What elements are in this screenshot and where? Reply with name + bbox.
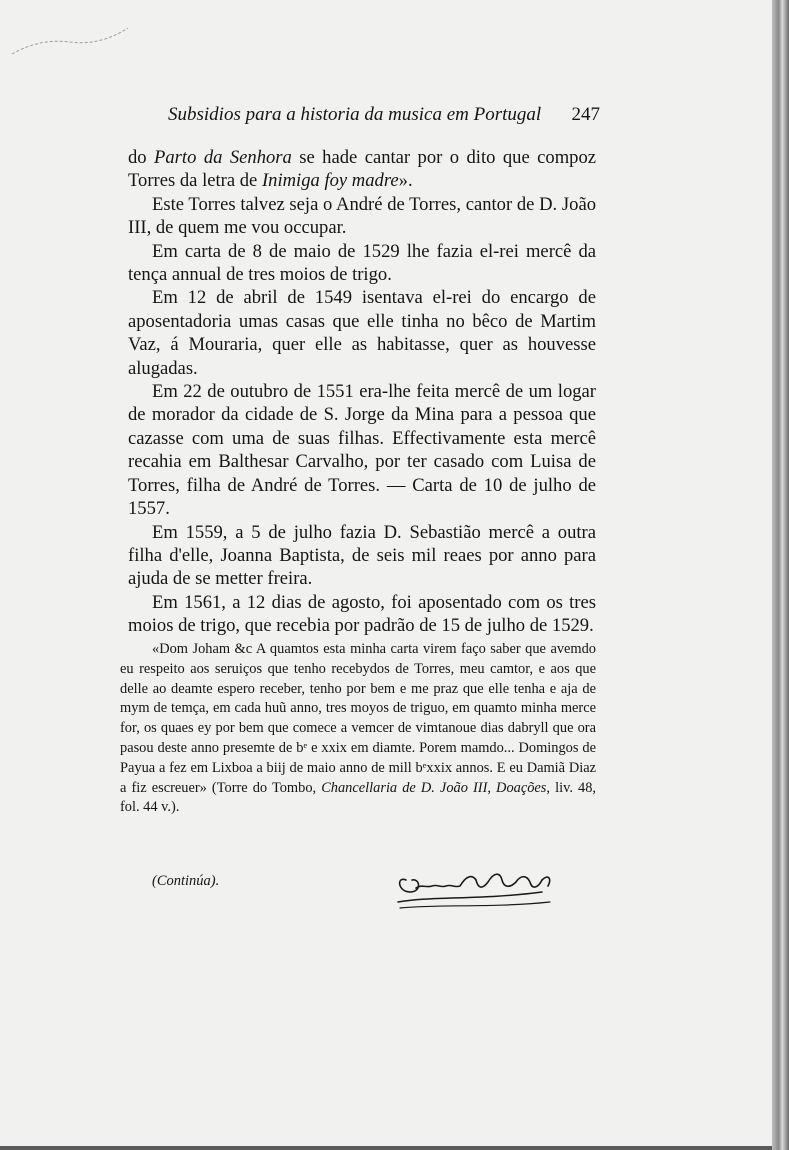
paragraph: Em 12 de abril de 1549 isentava el-rei do encargo de aposentadoria umas casas que elle tinha no bêco de Martim Vaz, á Mouraria, quer elle as habitasse, quer as houvesse alugadas. bbox=[128, 287, 596, 379]
continua-note: (Continúa). bbox=[152, 873, 220, 889]
italic-citation: Chancellaria de D. João III bbox=[321, 779, 488, 796]
paragraph: do Parto da Senhora se hade cantar por o dito que compoz Torres da letra de Inimiga foy madre». bbox=[128, 147, 597, 192]
handwritten-signature bbox=[392, 858, 562, 920]
paragraph: Em 1559, a 5 de julho fazia D. Sebastião mercê a outra filha d'elle, Joanna Baptista, de seis mil reaes por anno para ajuda de se metter freira. bbox=[128, 521, 596, 590]
page-edge bbox=[772, 0, 789, 1150]
body-text bbox=[128, 146, 596, 638]
header-title: Subsidios para a historia da musica em Portugal bbox=[168, 104, 542, 125]
paper-smudge bbox=[10, 24, 130, 60]
page-number: 247 bbox=[571, 104, 600, 125]
paragraph: Em 1561, a 12 dias de agosto, foi aposentado com os tres moios de trigo, que recebia por padrão de 15 de julho de 1529. bbox=[128, 591, 596, 637]
running-header bbox=[168, 104, 600, 126]
italic-citation: Doações bbox=[496, 779, 547, 796]
italic-title: Parto da Senhora bbox=[154, 147, 292, 168]
paragraph: Em carta de 8 de maio de 1529 lhe fazia el-rei mercê da tença annual de tres moios de trigo. bbox=[128, 240, 596, 286]
document-quote bbox=[120, 640, 596, 818]
paragraph: Este Torres talvez seja o André de Torres, cantor de D. João III, de quem me vou occupar. bbox=[128, 193, 596, 239]
quote-paragraph: «Dom Joham &c A quamtos esta minha carta virem faço saber que avemdo eu respeito aos seruiços que tenho recebydos de Torres, meu camtor, e aos que delle ao deamte espero receber, tenho por bem e me praz que elle tenha e aja de mym de temça, em cada huũ anno, tres moyos de triguo, em quamto minha merce for, os quaes ey por bem que comece a vemcer de vimtanoue dias dabryll que ora pasou deste anno presemte de bᵉ e xxix em diamte. Porem mamdo... Domingos de Payua a fez em Lixboa a biij de maio anno de mill bᵉxxix annos. E eu Damiã Diaz a fiz escreuer» (Torre do Tombo, Chancellaria de D. João III, Doações, liv. 48, fol. 44 v.). bbox=[120, 641, 596, 816]
italic-title: Inimiga foy madre bbox=[261, 170, 399, 192]
paragraph: Em 22 de outubro de 1551 era-lhe feita mercê de um logar de morador da cidade de S. Jorge da Mina para a pessoa que cazasse com uma de suas filhas. Effectivamente esta mercê recahia em Balthesar Carvalho, por ter casado com Luisa de Torres, filha de André de Torres. — Carta de 10 de julho de 1557. bbox=[128, 381, 596, 520]
